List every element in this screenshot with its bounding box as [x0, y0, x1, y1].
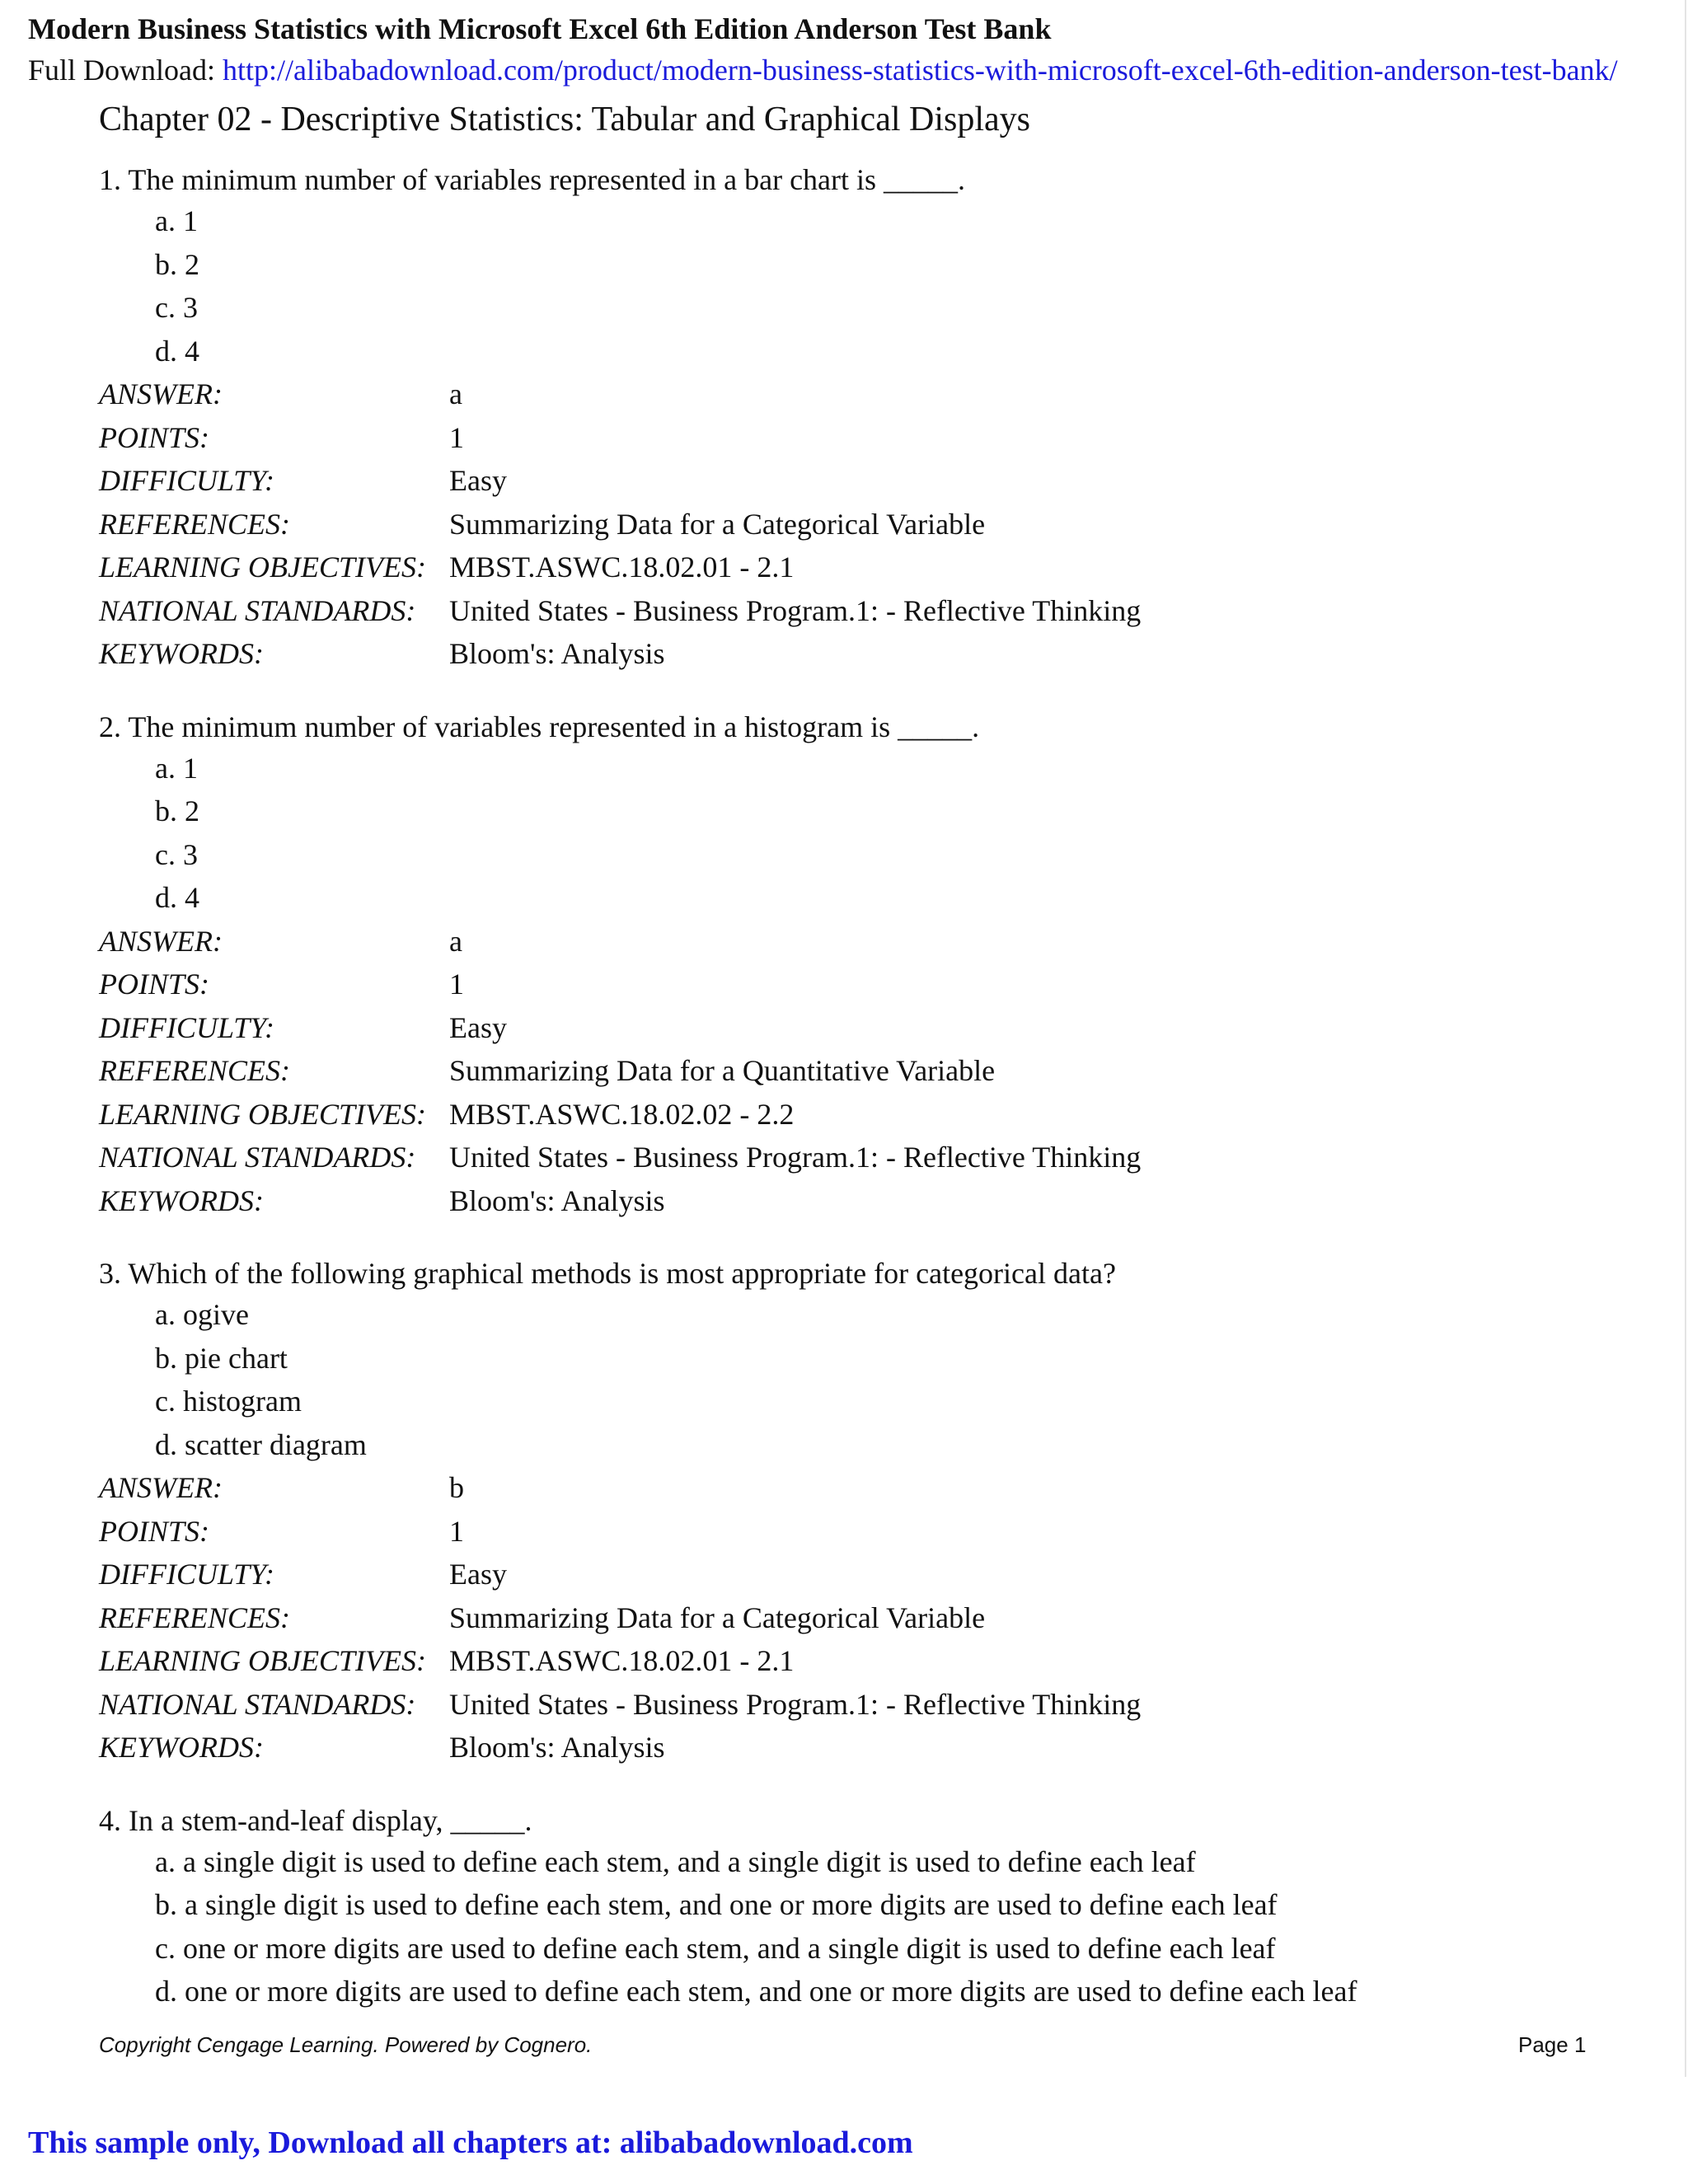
full-download-line	[28, 53, 1688, 87]
meta-row-answer	[99, 373, 1632, 416]
meta-key-national-standards: NATIONAL STANDARDS:	[99, 593, 416, 627]
meta-key-points: POINTS:	[99, 1514, 209, 1548]
meta-row-references	[99, 503, 1632, 546]
question-3	[99, 1254, 1632, 1769]
meta-value-points: 1	[449, 968, 464, 1001]
meta-row-points	[99, 416, 1632, 460]
meta-row-points	[99, 1510, 1632, 1554]
meta-row-national-standards	[99, 1136, 1632, 1179]
answer-option-b: b. a single digit is used to define each stem, and one or more digits are used to define each leaf	[155, 1888, 1278, 1921]
meta-row-difficulty	[99, 459, 1632, 503]
answer-options	[99, 747, 1632, 920]
meta-value-references: Summarizing Data for a Quantitative Variable	[449, 1054, 996, 1087]
meta-key-national-standards: NATIONAL STANDARDS:	[99, 1687, 416, 1721]
meta-value-learning-objectives: MBST.ASWC.18.02.01 - 2.1	[449, 1644, 795, 1677]
meta-value-points: 1	[449, 1514, 464, 1548]
meta-key-difficulty: DIFFICULTY:	[99, 1558, 274, 1591]
question-1	[99, 160, 1632, 676]
footer-copyright: Copyright Cengage Learning. Powered by Cognero.	[99, 2032, 593, 2057]
meta-row-difficulty	[99, 1553, 1632, 1596]
meta-row-learning-objectives	[99, 1093, 1632, 1137]
meta-value-national-standards: United States - Business Program.1: - Reflective Thinking	[449, 1141, 1142, 1174]
answer-option-b: b. 2	[155, 247, 199, 281]
answer-option-b: b. 2	[155, 794, 199, 827]
page-content	[99, 96, 1632, 2013]
page-edge-divider	[1685, 0, 1686, 2077]
meta-key-points: POINTS:	[99, 420, 209, 454]
document-title: Modern Business Statistics with Microsoft Excel 6th Edition Anderson Test Bank	[28, 12, 1052, 45]
answer-option-d: d. 4	[155, 334, 199, 368]
answer-option-d: d. scatter diagram	[155, 1427, 367, 1461]
meta-value-keywords: Bloom's: Analysis	[449, 1183, 665, 1217]
answer-options	[99, 1840, 1632, 2013]
meta-row-references	[99, 1049, 1632, 1093]
meta-key-references: REFERENCES:	[99, 507, 290, 541]
full-download-label: Full Download:	[28, 54, 223, 87]
answer-options	[99, 1293, 1632, 1466]
meta-row-learning-objectives	[99, 546, 1632, 589]
meta-value-references: Summarizing Data for a Categorical Variable	[449, 1601, 986, 1634]
answer-option-c: c. 3	[155, 837, 198, 871]
meta-value-difficulty: Easy	[449, 1010, 507, 1044]
meta-value-answer: a	[449, 377, 462, 410]
meta-key-answer: ANSWER:	[99, 377, 223, 410]
meta-key-references: REFERENCES:	[99, 1054, 290, 1087]
question-2	[99, 707, 1632, 1223]
meta-value-learning-objectives: MBST.ASWC.18.02.01 - 2.1	[449, 551, 795, 583]
question-4	[99, 1801, 1632, 2013]
meta-row-national-standards	[99, 1683, 1632, 1727]
chapter-title: Chapter 02 - Descriptive Statistics: Tabular and Graphical Displays	[99, 101, 1031, 138]
meta-value-national-standards: United States - Business Program.1: - Reflective Thinking	[449, 1687, 1142, 1721]
meta-key-national-standards: NATIONAL STANDARDS:	[99, 1141, 416, 1174]
answer-option-a: a. ogive	[155, 1298, 249, 1331]
meta-row-keywords	[99, 1726, 1632, 1769]
meta-key-learning-objectives: LEARNING OBJECTIVES:	[99, 1644, 426, 1677]
meta-row-answer	[99, 920, 1632, 963]
meta-row-answer	[99, 1466, 1632, 1510]
download-banner[interactable]: This sample only, Download all chapters at: alibabadownload.com	[28, 2125, 913, 2160]
meta-value-answer: a	[449, 924, 462, 958]
question-metadata	[99, 373, 1632, 676]
question-stem: 4. In a stem-and-leaf display, _____.	[99, 1803, 532, 1837]
meta-row-national-standards	[99, 589, 1632, 633]
meta-key-keywords: KEYWORDS:	[99, 1183, 264, 1217]
meta-key-answer: ANSWER:	[99, 1471, 223, 1504]
meta-value-references: Summarizing Data for a Categorical Variable	[449, 507, 986, 541]
answer-option-c: c. histogram	[155, 1385, 302, 1418]
question-stem: 1. The minimum number of variables represented in a bar chart is _____.	[99, 163, 966, 196]
question-stem: 3. Which of the following graphical methods is most appropriate for categorical data?	[99, 1257, 1116, 1290]
meta-row-learning-objectives	[99, 1639, 1632, 1683]
answer-option-c: c. one or more digits are used to define each stem, and a single digit is used to define each leaf	[155, 1931, 1276, 1965]
meta-value-keywords: Bloom's: Analysis	[449, 1731, 665, 1764]
answer-option-d: d. 4	[155, 881, 199, 914]
meta-value-answer: b	[449, 1471, 464, 1504]
meta-key-learning-objectives: LEARNING OBJECTIVES:	[99, 1097, 426, 1131]
meta-value-difficulty: Easy	[449, 464, 507, 497]
question-metadata	[99, 920, 1632, 1223]
meta-key-difficulty: DIFFICULTY:	[99, 1010, 274, 1044]
question-metadata	[99, 1466, 1632, 1769]
meta-row-difficulty	[99, 1006, 1632, 1050]
answer-option-c: c. 3	[155, 291, 198, 324]
question-stem: 2. The minimum number of variables represented in a histogram is _____.	[99, 710, 980, 743]
meta-value-learning-objectives: MBST.ASWC.18.02.02 - 2.2	[449, 1097, 795, 1131]
meta-key-difficulty: DIFFICULTY:	[99, 464, 274, 497]
meta-value-difficulty: Easy	[449, 1558, 507, 1591]
answer-option-a: a. 1	[155, 204, 198, 237]
meta-key-points: POINTS:	[99, 968, 209, 1001]
answer-option-a: a. 1	[155, 751, 198, 785]
full-download-link[interactable]: http://alibabadownload.com/product/modern-business-statistics-with-microsoft-excel-6th-edition-anderson-test-bank/	[223, 54, 1618, 87]
meta-key-references: REFERENCES:	[99, 1601, 290, 1634]
meta-value-national-standards: United States - Business Program.1: - Reflective Thinking	[449, 593, 1142, 627]
answer-options	[99, 199, 1632, 373]
answer-option-a: a. a single digit is used to define each stem, and a single digit is used to define each leaf	[155, 1844, 1196, 1878]
answer-option-d: d. one or more digits are used to define each stem, and one or more digits are used to define each leaf	[155, 1975, 1357, 2008]
meta-key-keywords: KEYWORDS:	[99, 1731, 264, 1764]
meta-row-points	[99, 963, 1632, 1006]
meta-key-learning-objectives: LEARNING OBJECTIVES:	[99, 551, 426, 583]
meta-value-points: 1	[449, 420, 464, 454]
meta-row-references	[99, 1596, 1632, 1640]
meta-row-keywords	[99, 1179, 1632, 1223]
answer-option-b: b. pie chart	[155, 1341, 288, 1375]
meta-key-answer: ANSWER:	[99, 924, 223, 958]
meta-key-keywords: KEYWORDS:	[99, 637, 264, 670]
meta-value-keywords: Bloom's: Analysis	[449, 637, 665, 670]
meta-row-keywords	[99, 632, 1632, 676]
page-number: Page 1	[1518, 2032, 1587, 2057]
